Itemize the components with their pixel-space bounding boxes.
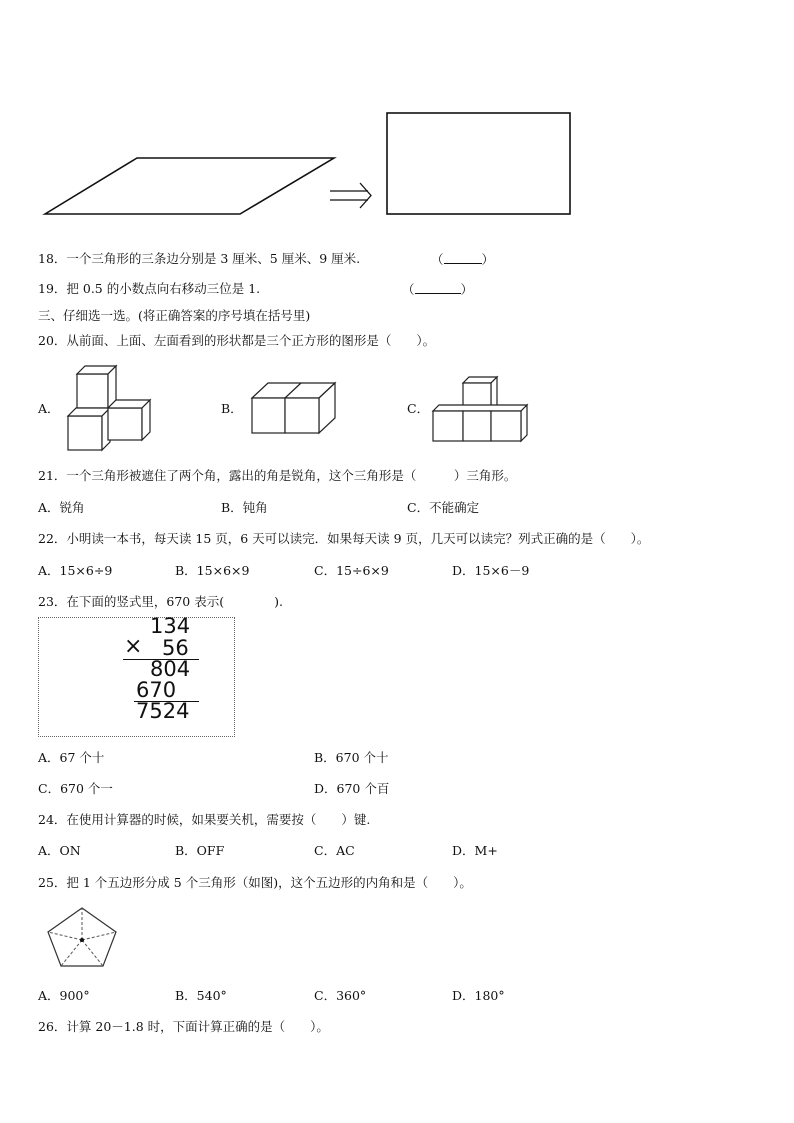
q23-option-d[interactable]: D．670 个百: [314, 781, 390, 796]
mult-sign-icon: ×: [124, 634, 143, 659]
q20-option-a[interactable]: A．: [38, 401, 60, 416]
mult-second-number: 56: [162, 636, 189, 660]
question-20-text: 20．从前面、上面、左面看到的形状都是三个正方形的图形是（ ）。: [38, 333, 436, 348]
q20-option-c[interactable]: C．: [407, 401, 430, 416]
q23-option-c[interactable]: C．670 个一: [38, 781, 113, 796]
question-23-text: 23．在下面的竖式里，670 表示( ).: [38, 594, 283, 609]
question-21-text: 21．一个三角形被遮住了两个角，露出的角是锐角，这个三角形是（ ）三角形。: [38, 468, 517, 483]
q23-option-a[interactable]: A．67 个十: [38, 750, 105, 765]
q24-option-b[interactable]: B．OFF: [175, 843, 225, 858]
question-22-text: 22．小明读一本书，每天读 15 页，6 天可以读完．如果每天读 9 页，几天可以读完？列式正确的是（ ）。: [38, 531, 650, 546]
q25-option-d[interactable]: D．180°: [452, 988, 505, 1003]
q21-option-a[interactable]: A．锐角: [38, 500, 85, 515]
q25-option-c[interactable]: C．360°: [314, 988, 367, 1003]
paren-close: ）: [481, 252, 495, 267]
q25-option-a[interactable]: A．900°: [38, 988, 90, 1003]
q24-option-a[interactable]: A．ON: [38, 843, 81, 858]
q23-option-b[interactable]: B．670 个十: [314, 750, 389, 765]
paren-open: （: [402, 282, 415, 297]
paren-open: （: [431, 252, 444, 267]
q20-option-b[interactable]: B．: [221, 401, 243, 416]
q24-option-c[interactable]: C．AC: [314, 843, 355, 858]
q22-option-c[interactable]: C．15÷6×9: [314, 563, 389, 578]
question-25-text: 25．把 1 个五边形分成 5 个三角形（如图)，这个五边形的内角和是（ ）。: [38, 875, 472, 890]
q21-option-b[interactable]: B．钝角: [221, 500, 268, 515]
question-19-text: 19．把 0.5 的小数点向右移动三位是 1.: [38, 281, 261, 296]
q22-option-b[interactable]: B．15×6×9: [175, 563, 250, 578]
q21-option-c[interactable]: C．不能确定: [407, 500, 480, 515]
question-26-text: 26．计算 20－1.8 时，下面计算正确的是（ ）。: [38, 1019, 329, 1034]
q24-option-d[interactable]: D．M+: [452, 843, 498, 858]
q22-option-a[interactable]: A．15×6÷9: [38, 563, 113, 578]
mult-partial-1: 804: [150, 657, 191, 681]
paren-close: ）: [460, 282, 474, 297]
section-3-heading: 三、仔细选一选。(将正确答案的序号填在括号里): [38, 308, 311, 323]
mult-top-number: 134: [150, 614, 191, 638]
mult-partial-2: 670: [136, 678, 177, 702]
mult-result: 7524: [136, 699, 190, 723]
q22-option-d[interactable]: D．15×6－9: [452, 563, 530, 578]
question-24-text: 24．在使用计算器的时候，如果要关机，需要按（ ）键.: [38, 812, 371, 827]
question-18-text: 18．一个三角形的三条边分别是 3 厘米、5 厘米、9 厘米.: [38, 251, 361, 266]
q25-option-b[interactable]: B．540°: [175, 988, 227, 1003]
